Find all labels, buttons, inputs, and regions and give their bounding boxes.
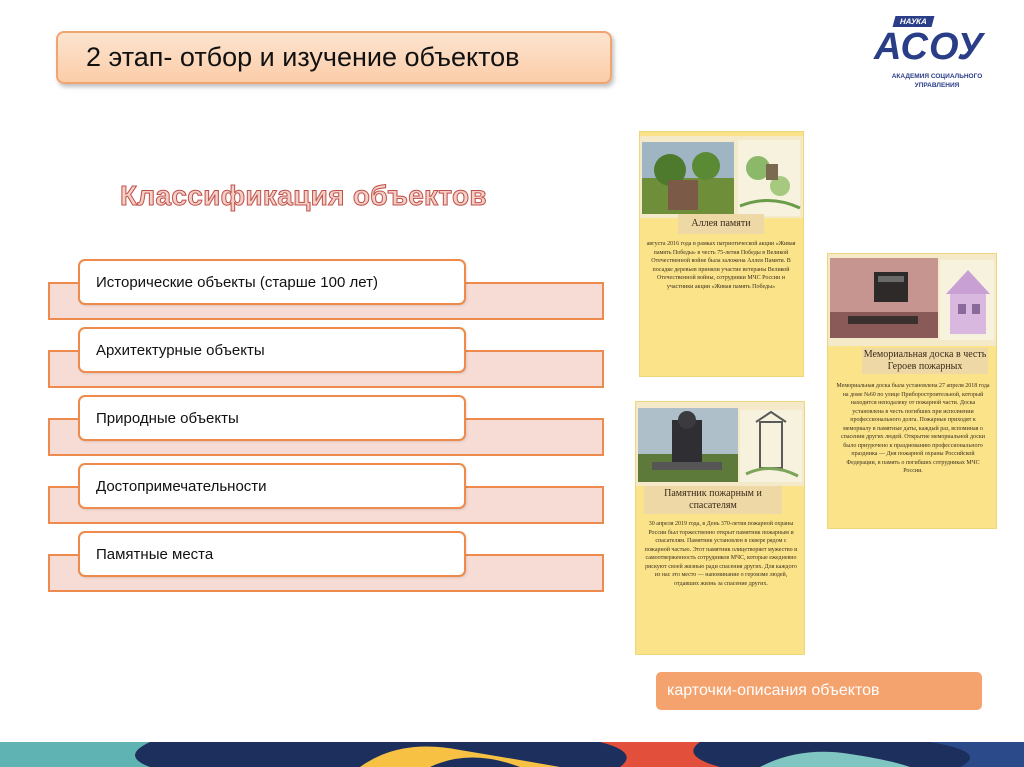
- asou-logo: [872, 14, 1002, 92]
- card-photo-plaque: [828, 254, 996, 346]
- category-label: Природные объекты: [96, 409, 239, 427]
- card-title-ribbon: [862, 348, 988, 374]
- object-card-monument: [636, 402, 804, 654]
- classification-heading: Классификация объектов: [120, 180, 487, 211]
- category-label: Исторические объекты (старше 100 лет): [96, 273, 378, 291]
- logo-sub-line2: УПРАВЛЕНИЯ: [914, 82, 960, 89]
- object-card-alley: [640, 132, 803, 376]
- category-item: [78, 395, 466, 441]
- logo-subtitle: [872, 72, 1002, 90]
- card-title: Аллея памяти: [691, 218, 751, 229]
- category-label: Архитектурные объекты: [96, 341, 265, 359]
- card-title-ribbon: [644, 486, 782, 514]
- logo-main: АСОУ: [874, 26, 984, 68]
- logo-badge: НАУКА: [893, 16, 935, 27]
- category-label: Достопримечательности: [96, 477, 267, 495]
- card-description: Мемориальная доска была установлена 27 апреля 2018 года на доме №60 по улице Приборостроительной, который находится неподалеку от пожарной части. Доска установлена в честь погибших при исполнении профессионального долга. Пожарные приходят к мемориалу в памятные даты, каждый раз, вспоминая о спасении других людей. Открытие мемориальной доски было приурочено к празднованию профессионального праздника — Дня пожарной охраны Российской Федерации, в память о погибших сотрудниках МЧС России.: [836, 383, 990, 474]
- card-description: 30 апреля 2019 года, в День 370-летия пожарной охраны России был торжественно открыт памятник пожарным и спасателям. Памятник установлен в сквере рядом с пожарной частью. Этот памятник олицетворяет мужество и самоотверженность сотрудников МЧС, которые ежедневно рискуют своей жизнью ради спасения других. Для каждого из нас это место — напоминание о героизме людей, отдавших жизнь за спасение других.: [644, 521, 798, 587]
- cards-caption: [656, 672, 982, 710]
- cards-caption-text: карточки-описания объектов: [667, 682, 880, 699]
- category-item: [78, 259, 466, 305]
- category-item: [78, 463, 466, 509]
- slide-title: [56, 31, 612, 84]
- card-title: Мемориальная доска в честь Героев пожарных: [863, 349, 987, 372]
- card-title: Памятник пожарным и спасателям: [664, 488, 762, 511]
- category-item: [78, 327, 466, 373]
- logo-sub-line1: АКАДЕМИЯ СОЦИАЛЬНОГО: [891, 73, 983, 80]
- category-item: [78, 531, 466, 577]
- card-photo-alley: [640, 136, 803, 218]
- category-label: Памятные места: [96, 545, 214, 563]
- object-card-plaque: [828, 254, 996, 528]
- slide-title-text: 2 этап- отбор и изучение объектов: [86, 42, 520, 72]
- footer-decoration: [0, 742, 1024, 767]
- card-photo-monument: [636, 402, 804, 486]
- card-description: августа 2016 года в рамках патриотической акции «Живая память Победы» в честь 75-летия Победы в Великой Отечественной войне была заложена Аллея Памяти. В посадке деревьев приняли участие ветераны Великой Отечественной войны, сотрудники МЧС России и участники акции «Живая память Победы»: [646, 241, 796, 290]
- card-title-ribbon: [678, 214, 764, 234]
